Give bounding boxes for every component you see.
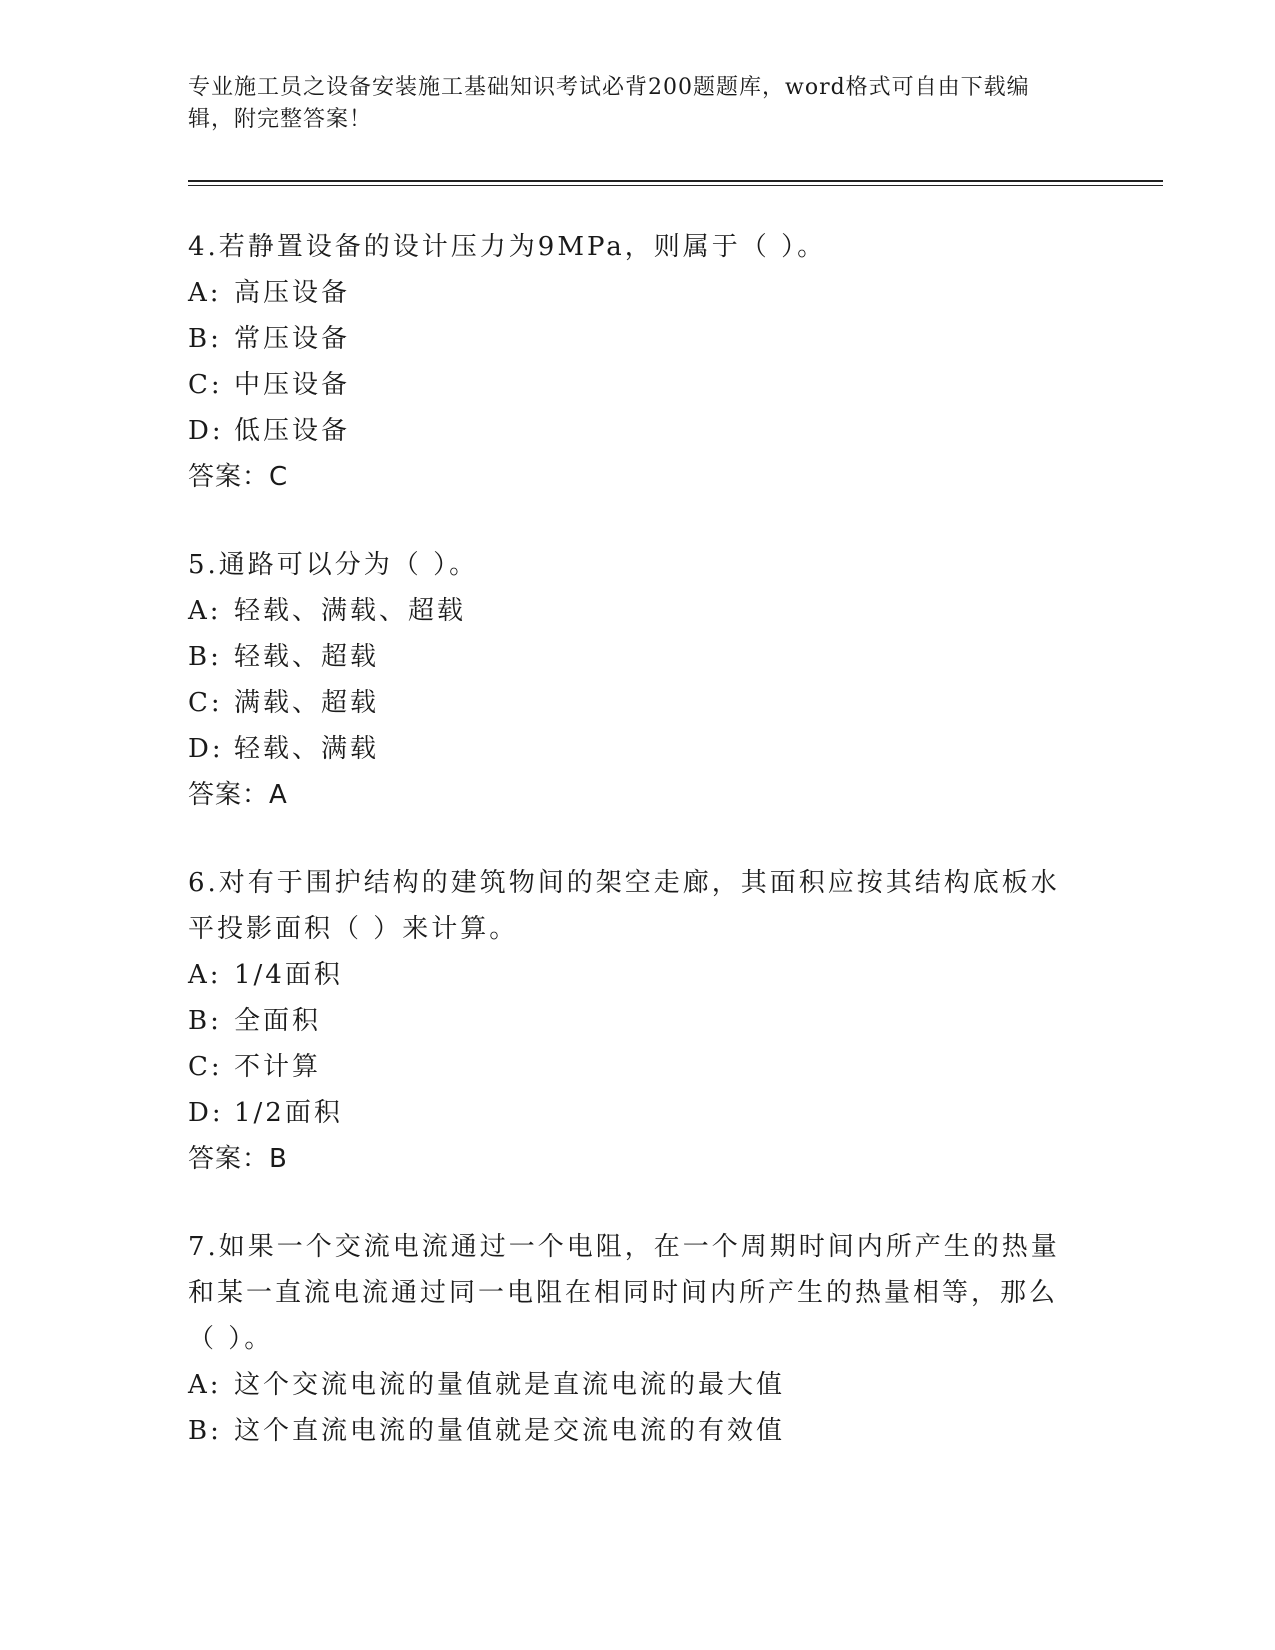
option-label: A: xyxy=(188,596,222,626)
option-label: C: xyxy=(188,1052,223,1082)
option-text: 1/4面积 xyxy=(234,960,343,990)
option-text: 中压设备 xyxy=(234,370,351,400)
option-text: 轻载、满载 xyxy=(234,734,380,764)
question-stem: 7.如果一个交流电流通过一个电阻，在一个周期时间内所产生的热量和某一直流电流通过同一电阻在相同时间内所产生的热量相等，那么（ ）。 xyxy=(188,1232,1060,1354)
option-b xyxy=(188,998,1068,1044)
question-stem: 4.若静置设备的设计压力为9MPa，则属于（ ）。 xyxy=(188,232,827,262)
option-label: B: xyxy=(188,1416,222,1446)
option-label: C: xyxy=(188,688,223,718)
option-text: 全面积 xyxy=(234,1006,322,1036)
option-text: 高压设备 xyxy=(234,278,351,308)
option-a xyxy=(188,270,1068,316)
document-header: 专业施工员之设备安装施工基础知识考试必背200题题库，word格式可自由下载编辑，附完整答案！ xyxy=(188,75,1030,132)
header-divider-thin xyxy=(188,185,1163,186)
option-c xyxy=(188,1044,1068,1090)
question-5 xyxy=(188,542,1068,818)
option-text: 满载、超载 xyxy=(234,688,380,718)
option-text: 1/2面积 xyxy=(234,1098,343,1128)
answer-line: 答案：C xyxy=(188,462,289,492)
option-a xyxy=(188,588,1068,634)
answer-line: 答案：B xyxy=(188,1144,288,1174)
option-label: C: xyxy=(188,370,223,400)
option-label: D: xyxy=(188,734,224,764)
option-label: A: xyxy=(188,960,222,990)
option-text: 轻载、超载 xyxy=(234,642,380,672)
option-label: A: xyxy=(188,1370,222,1400)
option-b xyxy=(188,316,1068,362)
question-stem: 5.通路可以分为（ ）。 xyxy=(188,550,479,580)
header-divider-thick xyxy=(188,180,1163,182)
option-text: 轻载、满载、超载 xyxy=(234,596,467,626)
answer-line: 答案：A xyxy=(188,780,288,810)
option-label: B: xyxy=(188,324,222,354)
option-text: 这个交流电流的量值就是直流电流的最大值 xyxy=(234,1370,786,1400)
question-6 xyxy=(188,860,1068,1182)
option-text: 低压设备 xyxy=(234,416,351,446)
option-text: 这个直流电流的量值就是交流电流的有效值 xyxy=(234,1416,786,1446)
option-label: D: xyxy=(188,1098,224,1128)
option-a xyxy=(188,1362,1068,1408)
option-text: 常压设备 xyxy=(234,324,351,354)
option-label: B: xyxy=(188,1006,222,1036)
option-d xyxy=(188,1090,1068,1136)
question-4 xyxy=(188,224,1068,500)
question-stem: 6.对有于围护结构的建筑物间的架空走廊，其面积应按其结构底板水平投影面积（ ）来计算。 xyxy=(188,868,1060,944)
option-c xyxy=(188,362,1068,408)
option-d xyxy=(188,408,1068,454)
option-c xyxy=(188,680,1068,726)
option-text: 不计算 xyxy=(234,1052,322,1082)
option-label: B: xyxy=(188,642,222,672)
question-7 xyxy=(188,1224,1068,1454)
option-b xyxy=(188,634,1068,680)
option-label: D: xyxy=(188,416,224,446)
option-a xyxy=(188,952,1068,998)
option-d xyxy=(188,726,1068,772)
option-b xyxy=(188,1408,1068,1454)
option-label: A: xyxy=(188,278,222,308)
